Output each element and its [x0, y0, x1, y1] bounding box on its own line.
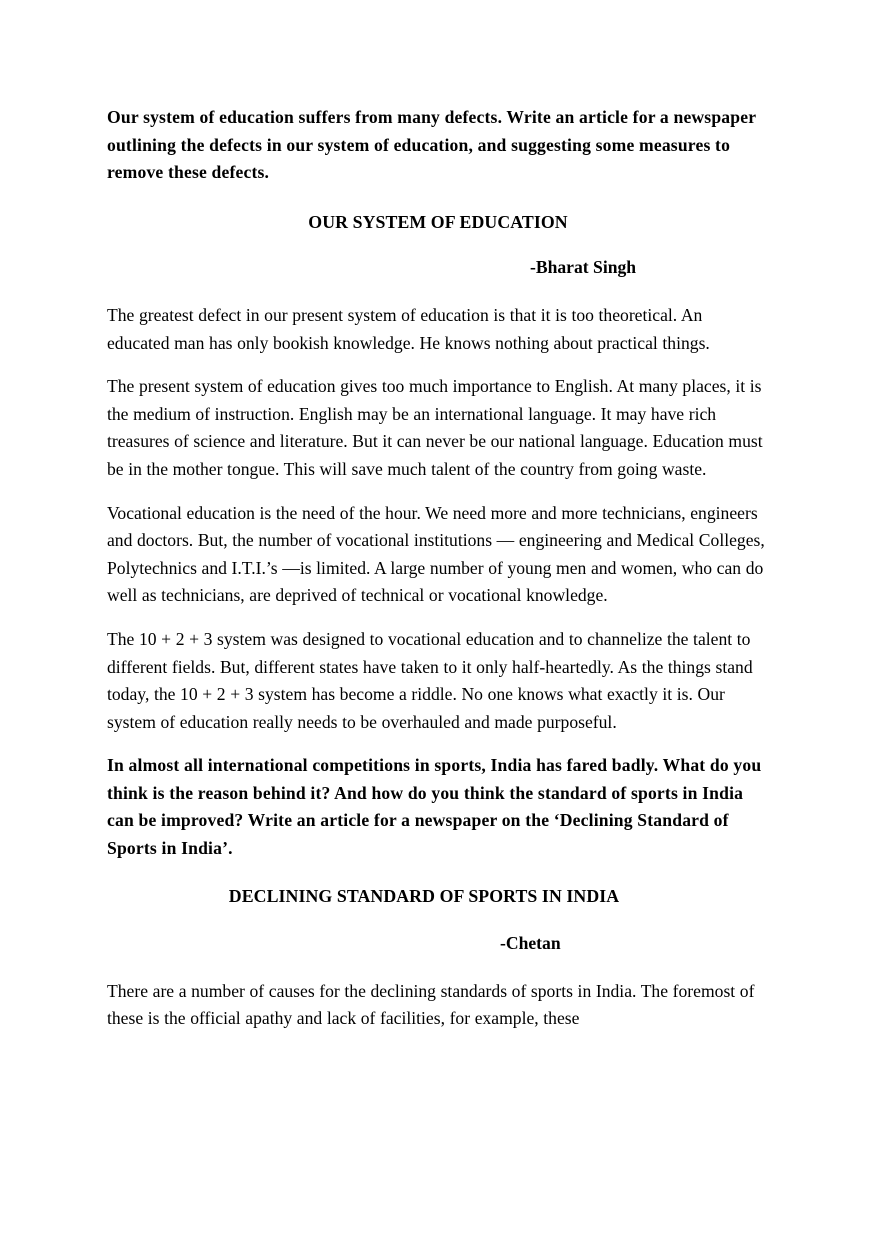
paragraph-theoretical-defect: The greatest defect in our present system of education is that it is too theoretical. An educated man has only bookish knowledge. He knows nothing about practical things.: [107, 304, 710, 353]
paragraph-english-medium: The present system of education gives too much importance to English. At many places, it is the medium of instruction. English may be an international language. It may have rich treasures of science and literature. But it can never be our national language. Education must be in the mother tongue. This will save much talent of the country from going waste.: [107, 376, 763, 479]
paragraph-vocational-education: Vocational education is the need of the hour. We need more and more technicians, engineers and doctors. But, the number of vocational institutions — engineering and Medical Colleges, Polytechnics and I.T.I.’s —is limited. A large number of young men and women, who can do well as technicians, are deprived of technical or vocational knowledge.: [107, 502, 765, 606]
paragraph-sports-causes: There are a number of causes for the declining standards of sports in India. The foremost of these is the official apathy and lack of facilities, for example, these: [107, 980, 755, 1029]
byline-chetan: -Chetan: [500, 933, 561, 954]
question-prompt-sports: In almost all international competitions in sports, India has fared badly. What do you think is the reason behind it? And how do you think the standard of sports in India can be improved? Write an article for a newspaper on the ‘Declining Standard of Sports in India’.: [107, 755, 762, 859]
paragraph-ten-plus-two-system: The 10 + 2 + 3 system was designed to vocational education and to channelize the talent to different fields. But, different states have taken to it only half-heartedly. As the things stand today, the 10 + 2 + 3 system has become a riddle. No one knows what exactly it is. Our system of education really needs to be overhauled and made purposeful.: [107, 628, 753, 732]
article-title-sports: DECLINING STANDARD OF SPORTS IN INDIA: [228, 885, 620, 906]
byline-bharat-singh: -Bharat Singh: [530, 257, 637, 278]
page-content: [107, 104, 769, 1033]
question-prompt-education: Our system of education suffers from many defects. Write an article for a newspaper outlining the defects in our system of education, and suggesting some measures to remove these defects.: [107, 107, 756, 183]
article-title-education: OUR SYSTEM OF EDUCATION: [308, 211, 568, 232]
